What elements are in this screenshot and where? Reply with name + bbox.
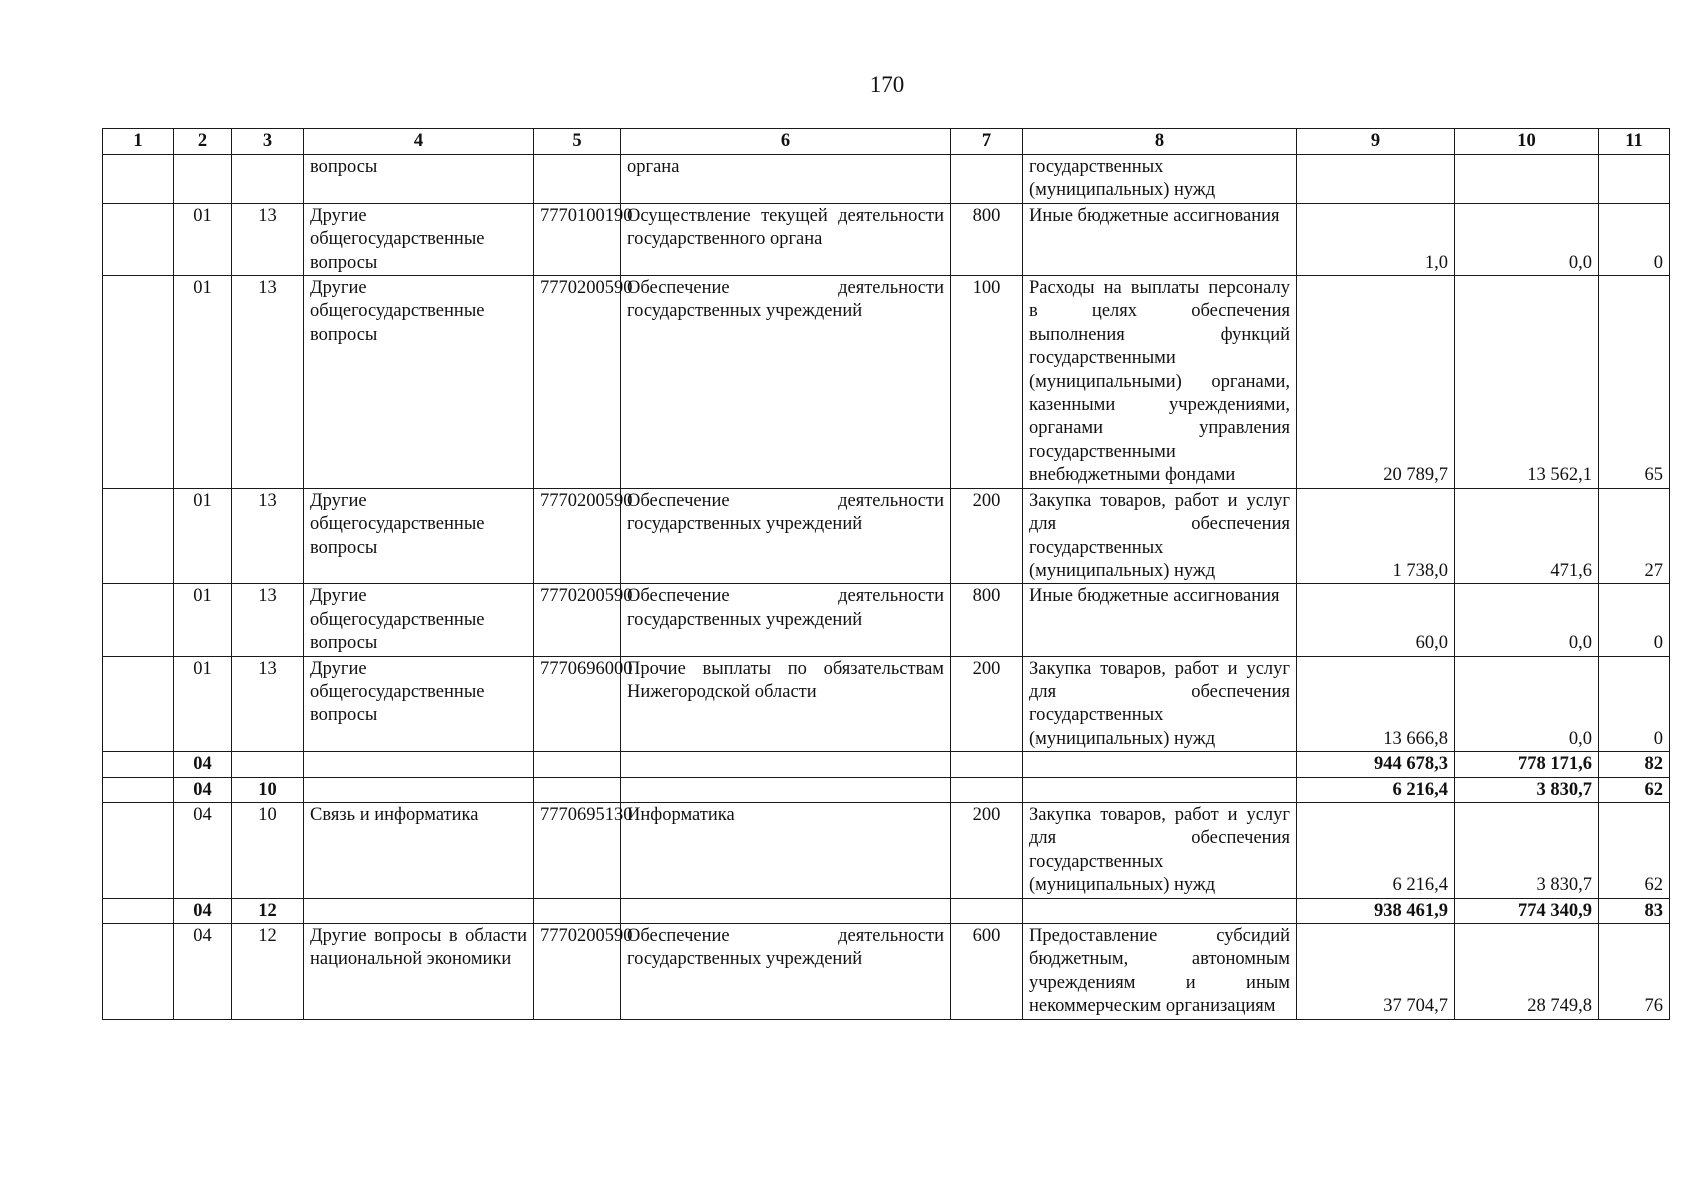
executed-amount-cell [1455, 802, 1599, 898]
target-article-code-cell [534, 924, 633, 1020]
subsection-code-cell [232, 276, 304, 489]
execution-percent-cell [1599, 203, 1670, 275]
subsection-code: 13 [258, 278, 277, 299]
executed-amount: 28 749,8 [1527, 996, 1592, 1017]
expense-type-code-cell [951, 584, 1023, 656]
section-code-cell [174, 656, 232, 752]
expense-type-code: 800 [972, 205, 1001, 226]
subsection-name-cell [304, 155, 534, 204]
planned-amount-cell [1297, 488, 1455, 584]
executed-amount: 0,0 [1568, 633, 1592, 654]
row-index-cell [103, 924, 174, 1020]
column-header-1: 1 [103, 129, 174, 155]
planned-amount-cell [1297, 898, 1455, 923]
target-article-code: 7770200590 [540, 490, 633, 511]
column-header-10: 10 [1455, 129, 1599, 155]
execution-percent: 65 [1644, 465, 1663, 486]
table-row [103, 203, 1670, 275]
execution-percent: 76 [1644, 996, 1663, 1017]
subsection-name: Другие общегосударственные вопросы [310, 586, 485, 654]
target-article-code: 7770200590 [540, 926, 633, 946]
section-code-cell [174, 802, 232, 898]
target-article-name-cell [621, 488, 951, 584]
column-header-6: 6 [621, 129, 951, 155]
row-index-cell [103, 276, 174, 489]
planned-amount: 13 666,8 [1383, 728, 1448, 749]
subsection-code: 13 [258, 490, 277, 511]
header-row [103, 129, 1670, 155]
executed-amount-cell [1455, 752, 1599, 777]
execution-percent: 83 [1644, 900, 1663, 921]
target-article-code-cell [534, 898, 621, 923]
execution-percent: 62 [1644, 779, 1663, 800]
target-article-name-cell [621, 898, 951, 923]
target-article-code: 7770200590 [540, 586, 633, 607]
section-code-cell [174, 276, 232, 489]
expense-type-name: Закупка товаров, работ и услуг для обеспечения государственных (муниципальных) нужд [1029, 658, 1290, 749]
planned-amount: 938 461,9 [1374, 900, 1448, 921]
target-article-code-cell [534, 584, 633, 656]
subsection-code-cell [232, 203, 304, 275]
column-header-2: 2 [174, 129, 232, 155]
expense-type-code-cell [951, 155, 1023, 204]
section-code-cell [174, 924, 232, 1020]
planned-amount: 1,0 [1424, 252, 1448, 273]
row-index-cell [103, 155, 174, 204]
subsection-code-cell [232, 802, 304, 898]
expense-type-code: 200 [972, 658, 1001, 679]
table-row [103, 898, 1670, 923]
execution-percent: 0 [1653, 633, 1663, 654]
column-header-4: 4 [304, 129, 534, 155]
expense-type-name-cell [1023, 777, 1297, 802]
planned-amount-cell [1297, 155, 1455, 204]
table-row [103, 584, 1670, 656]
planned-amount: 1 738,0 [1392, 560, 1448, 581]
expense-type-name-cell [1023, 802, 1297, 898]
executed-amount: 3 830,7 [1536, 779, 1592, 800]
column-header-9: 9 [1297, 129, 1455, 155]
expense-type-name-cell [1023, 155, 1297, 204]
expense-type-code-cell [951, 276, 1023, 489]
subsection-code: 13 [258, 205, 277, 226]
column-header-11: 11 [1599, 129, 1670, 155]
target-article-name: Обеспечение деятельности государственных учреждений [627, 926, 944, 970]
execution-percent-cell [1599, 155, 1670, 204]
subsection-name-cell [304, 777, 534, 802]
subsection-code-cell [232, 777, 304, 802]
row-index-cell [103, 752, 174, 777]
expense-type-name: Расходы на выплаты персоналу в целях обеспечения выполнения функций государственными (муниципальными) органами, казенными учреждениями, органами управления государственными внебюджетными фондами [1029, 278, 1290, 486]
expense-type-code-cell [951, 898, 1023, 923]
section-code-cell [174, 488, 232, 584]
target-article-name: Обеспечение деятельности государственных учреждений [627, 278, 944, 322]
expense-type-name-cell [1023, 752, 1297, 777]
expense-type-code-cell [951, 777, 1023, 802]
executed-amount: 774 340,9 [1518, 900, 1592, 921]
target-article-name: Информатика [627, 804, 735, 825]
target-article-name-cell [621, 802, 951, 898]
execution-percent: 82 [1644, 754, 1663, 775]
section-code: 01 [193, 586, 212, 607]
expense-type-name: Закупка товаров, работ и услуг для обеспечения государственных (муниципальных) нужд [1029, 804, 1290, 896]
table-body [103, 155, 1670, 1020]
section-code: 01 [193, 490, 212, 511]
section-code-cell [174, 752, 232, 777]
subsection-name-cell [304, 802, 534, 898]
expense-type-name-cell [1023, 488, 1297, 584]
execution-percent-cell [1599, 276, 1670, 489]
expense-type-code-cell [951, 203, 1023, 275]
execution-percent-cell [1599, 752, 1670, 777]
subsection-name-cell [304, 656, 534, 752]
subsection-name: Другие общегосударственные вопросы [310, 205, 485, 273]
executed-amount-cell [1455, 924, 1599, 1020]
row-index-cell [103, 488, 174, 584]
executed-amount: 3 830,7 [1536, 875, 1592, 896]
planned-amount: 20 789,7 [1383, 465, 1448, 486]
executed-amount-cell [1455, 777, 1599, 802]
section-code: 04 [193, 900, 212, 921]
expense-type-name-cell [1023, 898, 1297, 923]
expense-type-code: 200 [972, 490, 1001, 511]
execution-percent: 0 [1653, 728, 1663, 749]
section-code-cell [174, 898, 232, 923]
expense-type-name: Закупка товаров, работ и услуг для обеспечения государственных (муниципальных) нужд [1029, 490, 1290, 581]
execution-percent-cell [1599, 777, 1670, 802]
expense-type-name: Иные бюджетные ассигнования [1029, 586, 1280, 607]
target-article-name-cell [621, 924, 951, 1020]
subsection-name-cell [304, 752, 534, 777]
target-article-name: Осуществление текущей деятельности государственного органа [627, 205, 944, 250]
column-header-7: 7 [951, 129, 1023, 155]
expense-type-code-cell [951, 924, 1023, 1020]
section-code: 01 [193, 658, 212, 679]
planned-amount-cell [1297, 584, 1455, 656]
row-index-cell [103, 802, 174, 898]
executed-amount-cell [1455, 203, 1599, 275]
target-article-code-cell [534, 777, 621, 802]
row-index-cell [103, 777, 174, 802]
target-article-name: Прочие выплаты по обязательствам Нижегородской области [627, 658, 944, 702]
execution-percent-cell [1599, 584, 1670, 656]
planned-amount: 6 216,4 [1392, 779, 1448, 800]
execution-percent: 0 [1653, 252, 1663, 273]
executed-amount-cell [1455, 155, 1599, 204]
executed-amount-cell [1455, 584, 1599, 656]
target-article-code-cell [534, 752, 621, 777]
planned-amount: 944 678,3 [1374, 754, 1448, 775]
subsection-code-cell [232, 155, 304, 204]
table-row [103, 752, 1670, 777]
executed-amount-cell [1455, 276, 1599, 489]
planned-amount: 60,0 [1415, 633, 1448, 654]
target-article-name-cell [621, 777, 951, 802]
target-article-code: 7770100190 [540, 205, 633, 226]
target-article-code-cell [534, 802, 633, 898]
subsection-name-cell [304, 898, 534, 923]
table-row [103, 155, 1670, 204]
subsection-name: Другие общегосударственные вопросы [310, 278, 485, 345]
execution-percent: 27 [1644, 560, 1663, 581]
subsection-code-cell [232, 584, 304, 656]
subsection-name: Другие вопросы в области национальной экономики [310, 926, 527, 970]
column-header-8: 8 [1023, 129, 1297, 155]
planned-amount-cell [1297, 924, 1455, 1020]
target-article-name-cell [621, 203, 951, 275]
subsection-name-cell [304, 924, 534, 1020]
expense-type-name: Иные бюджетные ассигнования [1029, 205, 1280, 226]
section-code-cell [174, 203, 232, 275]
subsection-code-cell [232, 898, 304, 923]
table-row [103, 802, 1670, 898]
table-row [103, 777, 1670, 802]
target-article-name-cell [621, 155, 951, 204]
subsection-code: 10 [258, 804, 277, 825]
section-code: 01 [193, 205, 212, 226]
executed-amount: 471,6 [1550, 560, 1592, 581]
subsection-code-cell [232, 656, 304, 752]
planned-amount-cell [1297, 276, 1455, 489]
target-article-code: 7770200590 [540, 278, 633, 299]
executed-amount: 0,0 [1568, 252, 1592, 273]
execution-percent-cell [1599, 488, 1670, 584]
target-article-code-cell [534, 155, 621, 204]
table-row [103, 276, 1670, 489]
subsection-code-cell [232, 488, 304, 584]
target-article-code-cell [534, 276, 633, 489]
expense-type-code: 800 [972, 586, 1001, 607]
planned-amount: 6 216,4 [1392, 875, 1448, 896]
target-article-name-cell [621, 276, 951, 489]
executed-amount: 0,0 [1568, 728, 1592, 749]
subsection-name: Связь и информатика [310, 804, 479, 825]
table-row [103, 656, 1670, 752]
target-article-code-cell [534, 488, 633, 584]
subsection-code: 13 [258, 658, 277, 679]
row-index-cell [103, 584, 174, 656]
expense-type-name-cell [1023, 584, 1297, 656]
subsection-name-cell [304, 488, 534, 584]
planned-amount-cell [1297, 802, 1455, 898]
target-article-name: органа [627, 157, 680, 177]
executed-amount: 778 171,6 [1518, 754, 1592, 775]
expense-type-name: государственных (муниципальных) нужд [1029, 157, 1216, 201]
planned-amount-cell [1297, 203, 1455, 275]
row-index-cell [103, 656, 174, 752]
subsection-name-cell [304, 276, 534, 489]
expense-type-code: 100 [972, 278, 1001, 299]
expense-type-code: 200 [972, 804, 1001, 825]
table-row [103, 924, 1670, 1020]
section-code-cell [174, 777, 232, 802]
row-index-cell [103, 203, 174, 275]
expense-type-code: 600 [972, 926, 1001, 946]
target-article-name: Обеспечение деятельности государственных учреждений [627, 490, 944, 535]
page-number: 170 [869, 72, 905, 97]
executed-amount-cell [1455, 656, 1599, 752]
expense-type-name-cell [1023, 203, 1297, 275]
subsection-name-cell [304, 203, 534, 275]
execution-percent: 62 [1644, 875, 1663, 896]
column-header-3: 3 [232, 129, 304, 155]
execution-percent-cell [1599, 898, 1670, 923]
section-code-cell [174, 584, 232, 656]
expense-type-code-cell [951, 488, 1023, 584]
target-article-code-cell [534, 656, 633, 752]
expense-type-code-cell [951, 802, 1023, 898]
execution-percent-cell [1599, 802, 1670, 898]
target-article-name-cell [621, 656, 951, 752]
executed-amount-cell [1455, 488, 1599, 584]
subsection-code: 13 [258, 586, 277, 607]
row-index-cell [103, 898, 174, 923]
table-header [103, 129, 1670, 155]
planned-amount-cell [1297, 777, 1455, 802]
table-row [103, 488, 1670, 584]
section-code-cell [174, 155, 232, 204]
target-article-code: 7770696000 [540, 658, 633, 679]
subsection-name-cell [304, 584, 534, 656]
subsection-code-cell [232, 752, 304, 777]
target-article-name-cell [621, 584, 951, 656]
expense-type-code-cell [951, 656, 1023, 752]
target-article-code-cell [534, 203, 633, 275]
section-code: 04 [193, 926, 212, 946]
target-article-name-cell [621, 752, 951, 777]
expense-type-code-cell [951, 752, 1023, 777]
executed-amount-cell [1455, 898, 1599, 923]
execution-percent-cell [1599, 924, 1670, 1020]
planned-amount-cell [1297, 656, 1455, 752]
subsection-name: Другие общегосударственные вопросы [310, 490, 485, 558]
expense-type-name-cell [1023, 656, 1297, 752]
planned-amount-cell [1297, 752, 1455, 777]
subsection-code: 12 [258, 926, 277, 946]
expense-type-name: Предоставление субсидий бюджетным, автономным учреждениям и иным некоммерческим организациям [1029, 926, 1290, 1017]
subsection-name: Другие общегосударственные вопросы [310, 658, 485, 726]
expense-type-name-cell [1023, 276, 1297, 489]
section-code: 04 [193, 779, 212, 800]
target-article-code: 7770695130 [540, 804, 633, 825]
column-header-5: 5 [534, 129, 621, 155]
subsection-code: 12 [258, 900, 277, 921]
subsection-code-cell [232, 924, 304, 1020]
section-code: 01 [193, 278, 212, 299]
expense-type-name-cell [1023, 924, 1297, 1020]
section-code: 04 [193, 804, 212, 825]
budget-table [102, 128, 1670, 1020]
planned-amount: 37 704,7 [1383, 996, 1448, 1017]
target-article-name: Обеспечение деятельности государственных учреждений [627, 586, 944, 630]
section-code: 04 [193, 754, 212, 775]
subsection-name: вопросы [310, 157, 378, 177]
subsection-code: 10 [258, 779, 277, 800]
execution-percent-cell [1599, 656, 1670, 752]
executed-amount: 13 562,1 [1527, 465, 1592, 486]
